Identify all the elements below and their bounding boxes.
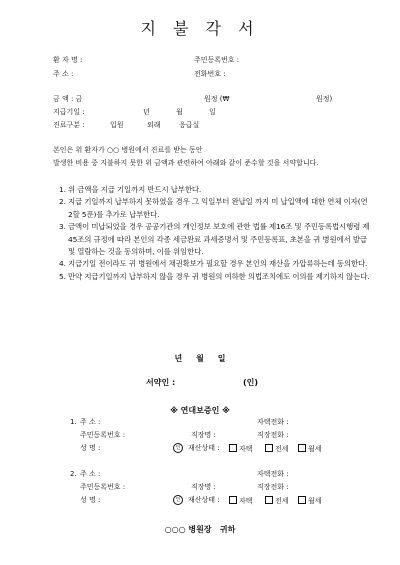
intro-line-2: 발생한 비용 중 지불하지 못한 위 금액과 관련하여 아래와 같이 준수할 것을 서약합니다. [53,159,319,167]
guarantor-2-prop-monthly[interactable]: 월세 [298,496,322,506]
patient-phone-label: 전화번호 : [194,70,226,78]
patient-rrn-label: 주민등록번호 : [194,56,240,64]
guarantor-2-rrn-label: 주민등록번호 : [80,483,126,491]
signatory-seal: (인) [243,378,259,387]
guarantor-1-prop-own[interactable]: 자택 [229,444,253,454]
due-day-label: 일 [209,108,216,116]
seal-mark-icon: 인 [173,443,183,453]
guarantor-2-work-phone-label: 직장전화 : [257,483,289,491]
guarantor-2-property-label: 재산상태 : [188,496,220,504]
due-month-label: 월 [176,108,183,116]
intro-line-1: 본인은 위 환자가 ○○ 병원에서 진료를 받는 동안 [53,146,203,154]
guarantor-2-workplace-label: 직장명 : [191,483,216,491]
checkbox-icon[interactable] [229,496,237,504]
pledge-item: 1. 위 금액을 지급 기일까지 반드시 납부한다. [59,185,202,194]
checkbox-icon[interactable] [265,444,273,452]
addressee: ○○○ 병원장 귀하 [164,525,236,534]
checkbox-icon[interactable] [229,444,237,452]
pledge-item: 2. 지급 기일까지 납부하지 못하였을 경우 그 익일부터 완납일 까지 미 납입액에 대한 연체 이자(연 2할 5푼)를 추가로 납부한다. [59,197,368,219]
date-line: 년 월 일 [174,354,226,363]
guarantor-2-name-label: 성 명 : [80,496,101,504]
guarantor-1-work-phone-label: 직장전화 : [257,431,289,439]
pledge-item: 5. 만약 지급기일까지 납부하지 않을 경우 귀 병원의 여하한 의법조치에도 이의를 제기하지 않는다. [59,271,370,281]
category-label: 진료구분 : [53,121,85,129]
guarantor-2-prop-jeonse[interactable]: 전세 [265,496,289,506]
guarantor-1-prop-jeonse[interactable]: 전세 [265,444,289,454]
seal-mark-icon: 인 [173,495,183,505]
amount-label: 금 액 : 금 [53,95,83,103]
guarantor-1-prop-monthly[interactable]: 월세 [298,444,322,454]
pledge-item: 4. 지급기일 전이라도 귀 병원에서 채권확보가 필요할 경우 본인의 재산을 가압류하는데 동의한다. [59,259,368,269]
checkbox-icon[interactable] [265,496,273,504]
guarantor-1-property-label: 재산상태 : [188,444,220,452]
patient-name-label: 환 자 명 : [53,56,83,64]
amount-won-close: 원정) [316,95,333,103]
pledge-list [59,184,371,283]
guarantor-heading: ※ 연대보증인 ※ [170,406,230,415]
checkbox-icon[interactable] [298,444,306,452]
guarantor-1-seal [173,443,183,453]
document-title: 지 불 각 서 [140,19,260,38]
pledge-item: 3. 금액이 미납되었을 경우 공공기관의 개인정보 보호에 관한 법률 제16조 및 주민등록법시행령 제45조의 규정에 따라 본인의 각종 세금완료 과세증명서 및 주민등록표, 초본을 귀 병원에서 발급 및 열람하는 것을 동의하며, 이를 위임한다. [59,222,370,257]
due-year-label: 년 [143,108,150,116]
due-date-label: 지급기일 : [53,108,85,116]
guarantor-2-seal [173,495,183,505]
guarantor-1-name-label: 성 명 : [80,444,101,452]
guarantor-1-rrn-label: 주민등록번호 : [80,431,126,439]
category-option-emergency: 응급실 [179,121,200,129]
checkbox-icon[interactable] [298,496,306,504]
guarantor-2-num: 2. [70,470,77,478]
guarantor-1-address-label: 주 소 : [80,418,101,426]
category-option-outpatient: 외래 [147,121,161,129]
guarantor-2-address-label: 주 소 : [80,470,101,478]
signatory-label: 서약인 : [146,378,176,387]
guarantor-1-num: 1. [70,418,77,426]
amount-won-label: 원정 (₩ [204,95,230,103]
guarantor-2-prop-own[interactable]: 자택 [229,496,253,506]
patient-address-label: 주 소 : [53,70,74,78]
guarantor-1-home-phone-label: 자택전화 : [257,418,289,426]
guarantor-1-workplace-label: 직장명 : [191,431,216,439]
guarantor-2-home-phone-label: 자택전화 : [257,470,289,478]
category-option-inpatient: 입원 [110,121,124,129]
